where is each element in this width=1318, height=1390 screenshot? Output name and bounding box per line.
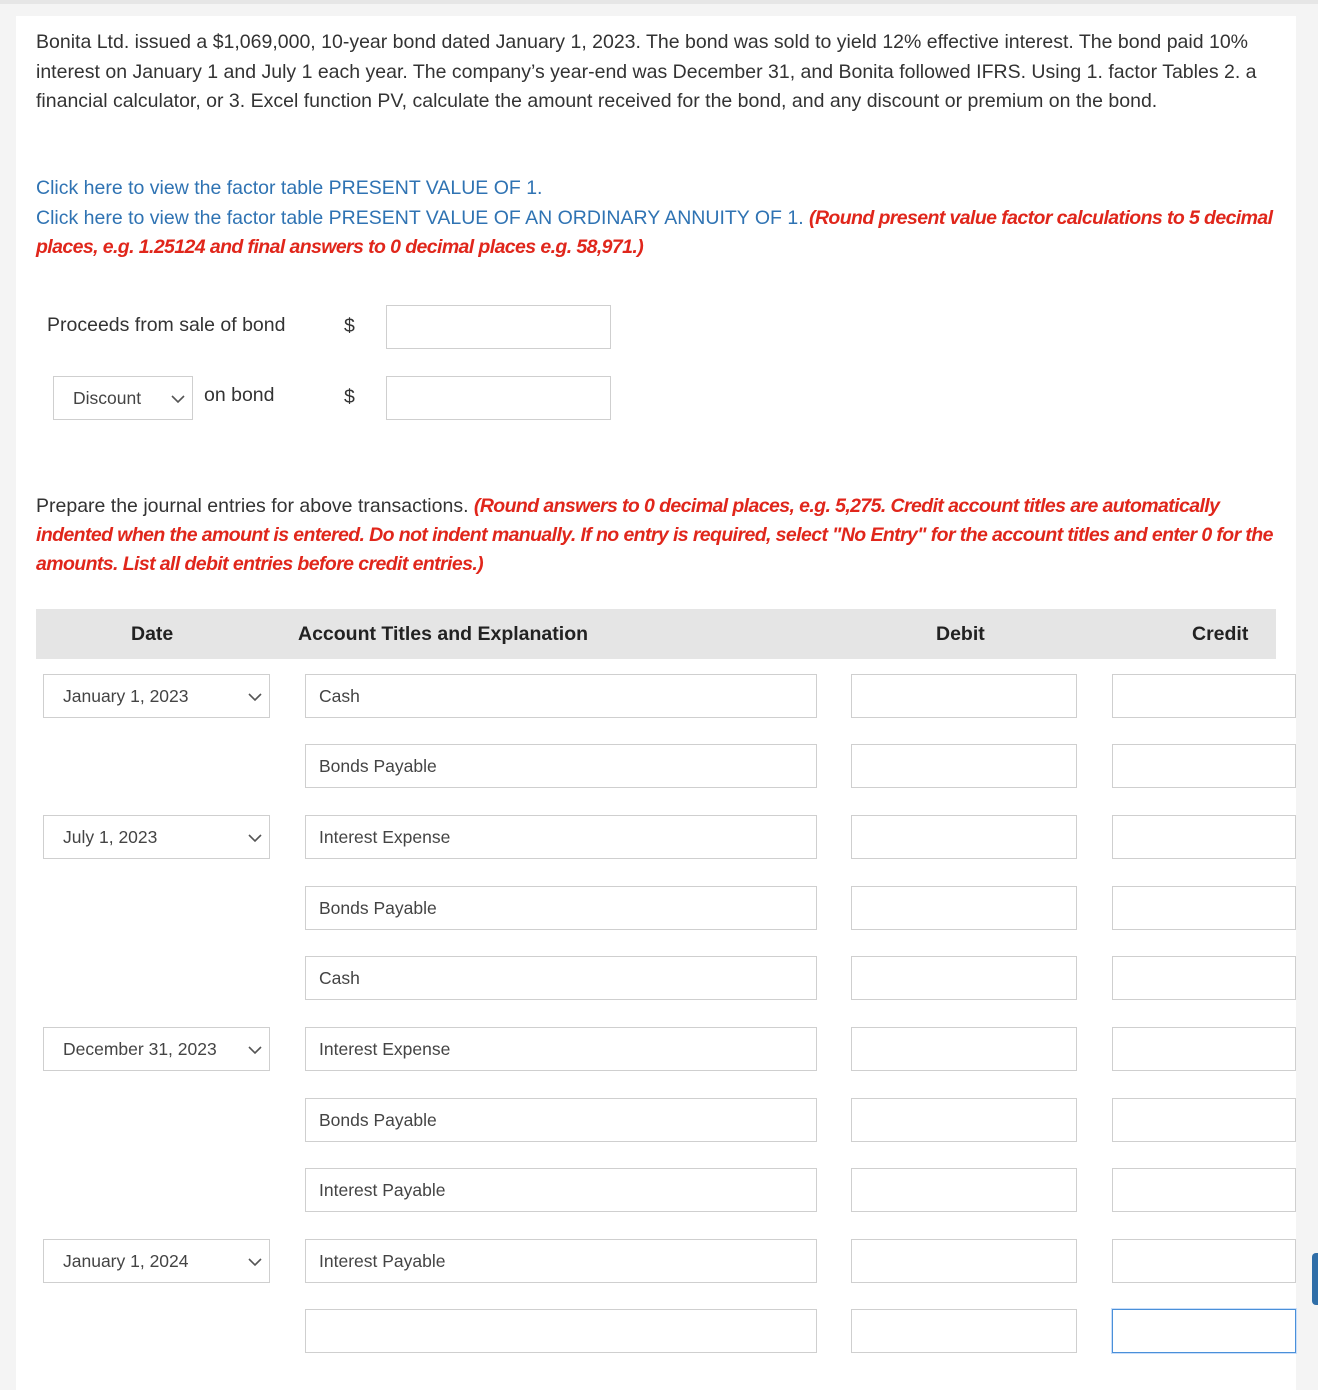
debit-input[interactable] [851, 1098, 1077, 1142]
proceeds-input[interactable] [386, 305, 611, 349]
date-select-value: December 31, 2023 [63, 1038, 217, 1059]
account-title-input[interactable]: Cash [305, 956, 817, 1000]
rounding-note: (Round present value factor calculations to 5 decimal places, e.g. 1.25124 and final answers to 0 decimal places e.g. 58,971.) [36, 206, 1273, 258]
question-panel [16, 16, 1296, 1390]
date-select-jul-2023[interactable] [43, 815, 270, 859]
on-bond-label: on bond [204, 384, 275, 406]
top-border [0, 0, 1318, 4]
account-title-input[interactable]: Interest Expense [305, 815, 817, 859]
account-title-input[interactable]: Interest Expense [305, 1027, 817, 1071]
credit-input[interactable] [1112, 886, 1296, 930]
debit-input[interactable] [851, 1168, 1077, 1212]
journal-instructions [36, 492, 1281, 579]
chevron-down-icon [247, 1045, 263, 1055]
discount-amount-input[interactable] [386, 376, 611, 420]
factor-table-links [36, 174, 1276, 263]
account-title-input[interactable]: Bonds Payable [305, 1098, 817, 1142]
account-title-input[interactable]: Interest Payable [305, 1239, 817, 1283]
date-select-jan-2023[interactable] [43, 674, 270, 718]
date-select-jan-2024[interactable] [43, 1239, 270, 1283]
debit-input[interactable] [851, 956, 1077, 1000]
date-select-dec-2023[interactable] [43, 1027, 270, 1071]
proceeds-currency: $ [344, 315, 355, 337]
chevron-down-icon [247, 692, 263, 702]
credit-input[interactable] [1112, 744, 1296, 788]
debit-input[interactable] [851, 1027, 1077, 1071]
debit-input[interactable] [851, 815, 1077, 859]
debit-column-header: Debit [936, 623, 985, 645]
debit-input[interactable] [851, 1309, 1077, 1353]
account-title-input[interactable]: Cash [305, 674, 817, 718]
side-panel-tab[interactable] [1312, 1253, 1318, 1305]
chevron-down-icon [247, 1257, 263, 1267]
debit-input[interactable] [851, 1239, 1077, 1283]
journal-instruction-text: Prepare the journal entries for above transactions. [36, 495, 469, 517]
credit-input[interactable] [1112, 674, 1296, 718]
debit-input[interactable] [851, 744, 1077, 788]
chevron-down-icon [247, 833, 263, 843]
credit-input[interactable] [1112, 1168, 1296, 1212]
journal-table-header [36, 609, 1276, 659]
credit-input[interactable] [1112, 1098, 1296, 1142]
question-text: Bonita Ltd. issued a $1,069,000, 10-year bond dated January 1, 2023. The bond was sold to yield 12% effective interest. The bond paid 10% interest on January 1 and July 1 each year. The company’s year-end was December 31, and Bonita followed IFRS. Using 1. factor Tables 2. a financial calculator, or 3. Excel function PV, calculate the amount received for the bond, and any discount or premium on the bond. [36, 31, 1257, 112]
account-title-input[interactable]: Bonds Payable [305, 744, 817, 788]
date-select-value: January 1, 2023 [63, 685, 189, 706]
credit-input[interactable] [1112, 1027, 1296, 1071]
account-title-input[interactable] [305, 1309, 817, 1353]
credit-input-focused[interactable] [1112, 1309, 1296, 1353]
credit-column-header: Credit [1192, 623, 1249, 645]
discount-premium-select[interactable] [53, 376, 193, 420]
account-title-input[interactable]: Interest Payable [305, 1168, 817, 1212]
proceeds-label: Proceeds from sale of bond [47, 314, 286, 336]
account-column-header: Account Titles and Explanation [298, 623, 589, 645]
date-column-header: Date [131, 623, 174, 645]
pvoa-table-link[interactable]: Click here to view the factor table PRESENT VALUE OF AN ORDINARY ANNUITY OF 1. [36, 206, 804, 229]
credit-input[interactable] [1112, 956, 1296, 1000]
account-title-input[interactable]: Bonds Payable [305, 886, 817, 930]
discount-select-value: Discount [73, 387, 142, 408]
discount-currency: $ [344, 386, 355, 408]
debit-input[interactable] [851, 886, 1077, 930]
date-select-value: July 1, 2023 [63, 826, 158, 847]
chevron-down-icon [170, 394, 186, 404]
pv1-table-link[interactable]: Click here to view the factor table PRESENT VALUE OF 1. [36, 177, 543, 199]
date-select-value: January 1, 2024 [63, 1250, 189, 1271]
credit-input[interactable] [1112, 815, 1296, 859]
journal-instruction-note: (Round answers to 0 decimal places, e.g. 5,275. Credit account titles are automatically indented when the amount is entered. Do not indent manually. If no entry is required, select "No Entry" for the account titles and enter 0 for the amounts. List all debit entries before credit entries.) [36, 495, 1273, 575]
credit-input[interactable] [1112, 1239, 1296, 1283]
debit-input[interactable] [851, 674, 1077, 718]
